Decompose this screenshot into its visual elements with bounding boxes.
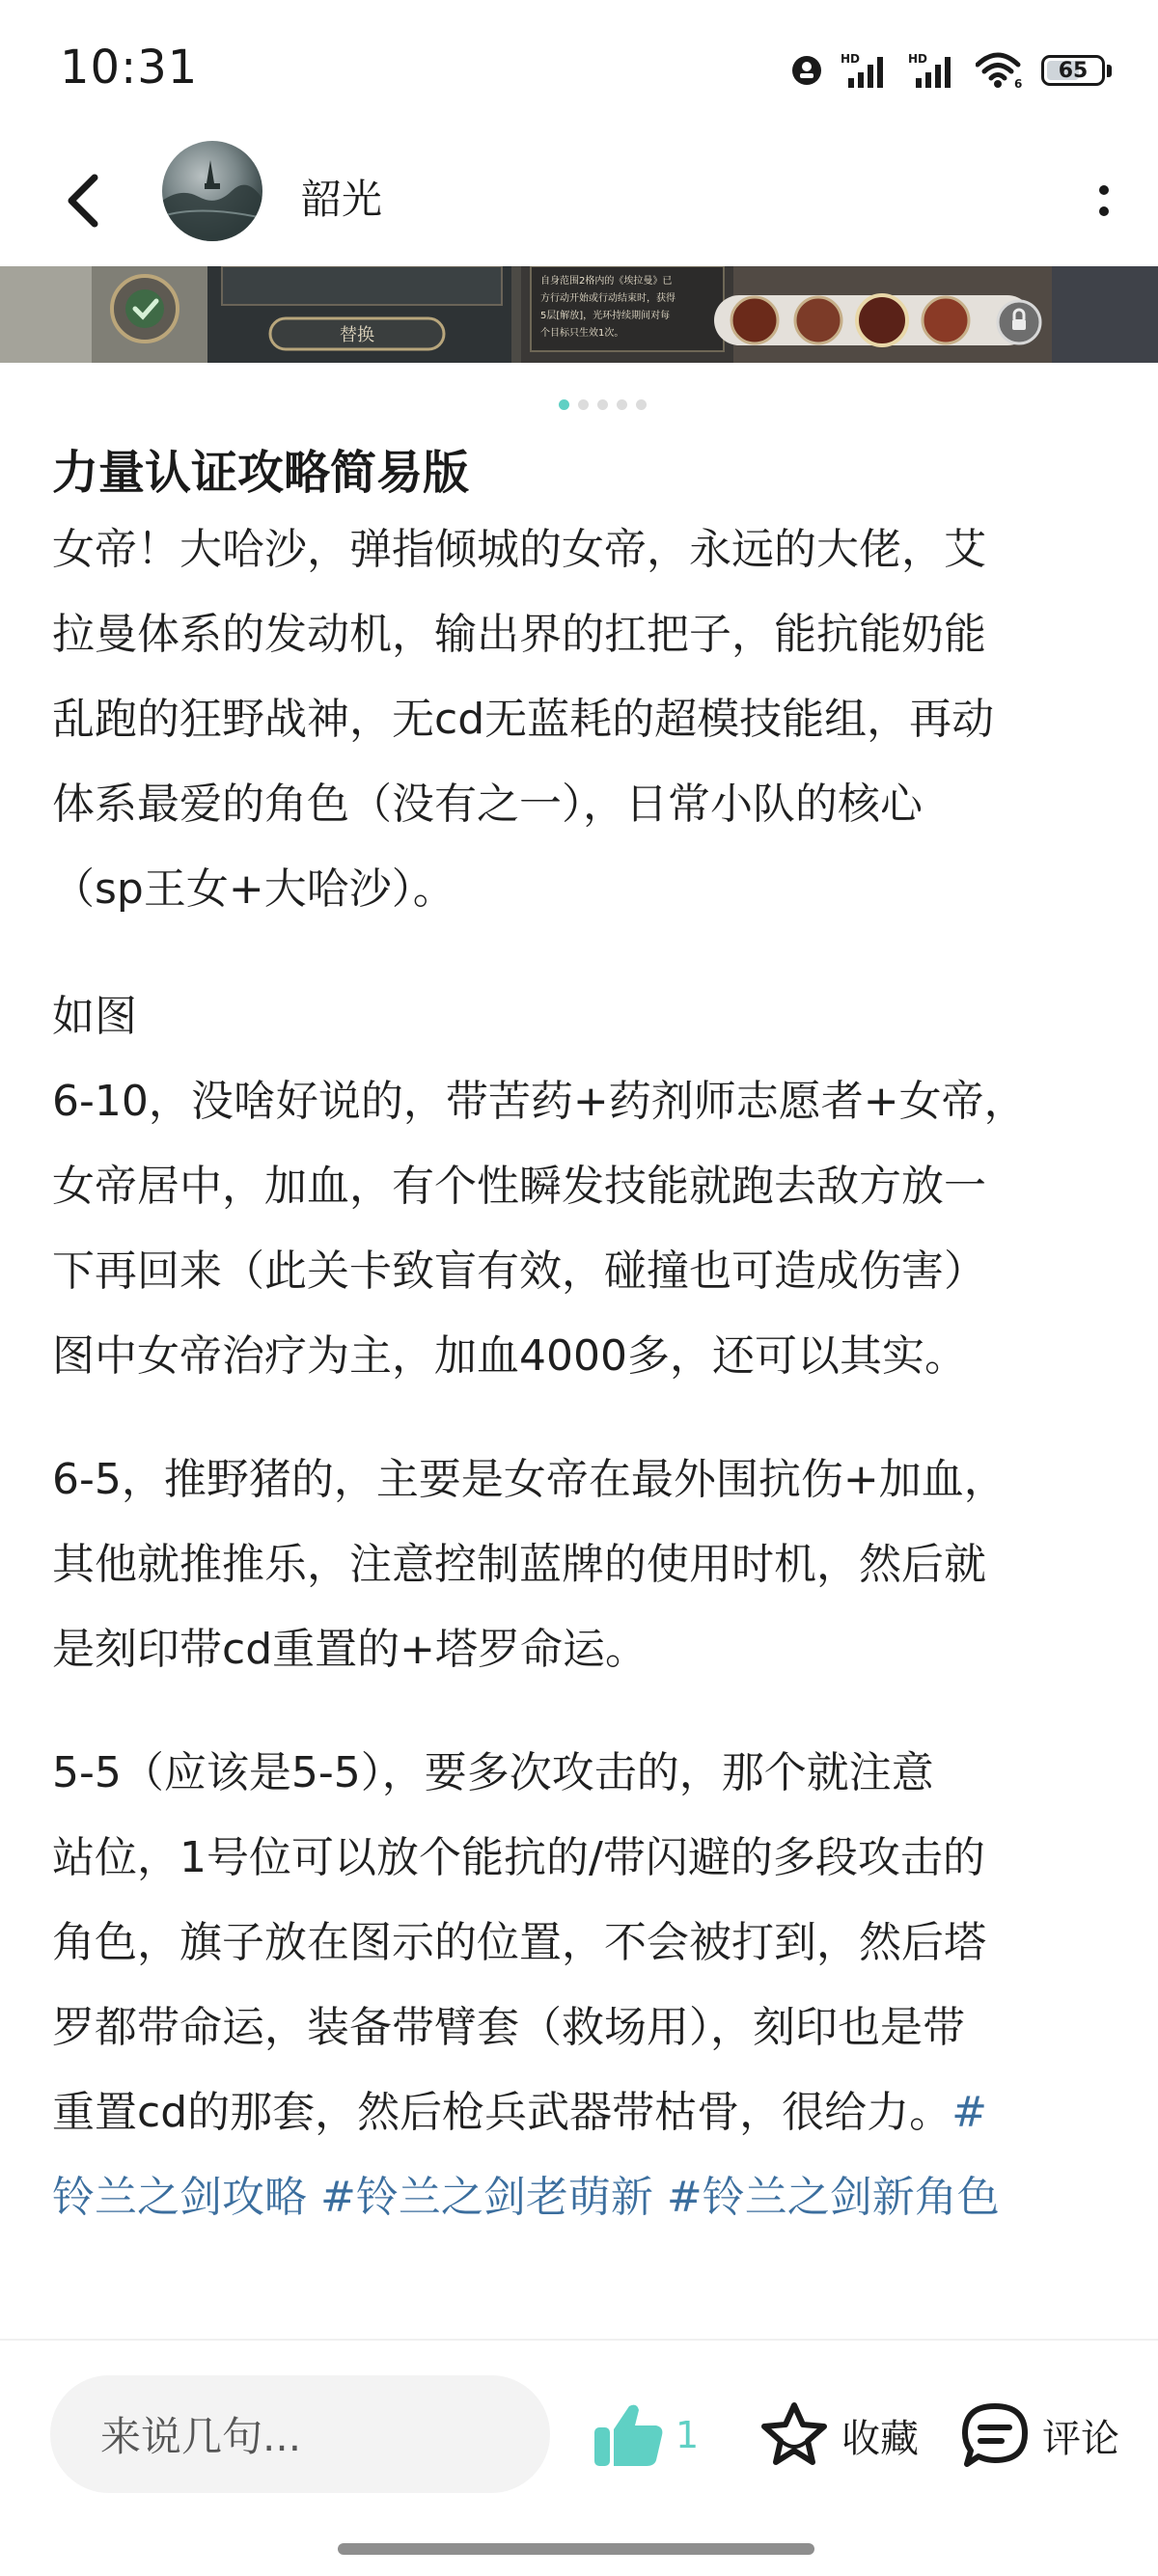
post-image-carousel[interactable] (0, 266, 1158, 363)
comment-button[interactable] (959, 2398, 1119, 2472)
favorite-button[interactable] (758, 2398, 919, 2472)
status-bar (0, 0, 1158, 135)
signal-hd-label: HD (908, 52, 928, 66)
favorite-label: 收藏 (841, 2416, 919, 2461)
post-header (0, 135, 1158, 266)
hashtag-link[interactable]: # 铃兰之剑攻略 (52, 2088, 987, 2222)
banner-skill-text-2: 方行动开始或行动结束时，获得 (540, 293, 676, 304)
carousel-dot[interactable] (636, 399, 647, 410)
comment-input[interactable]: 来说几句... (50, 2375, 550, 2493)
more-vertical-icon (1096, 177, 1112, 225)
chevron-left-icon (62, 172, 104, 230)
post-paragraph: 6-10，没啥好说的，带苦药+药剂师志愿者+女帝， 女帝居中，加血，有个性瞬发技能就跑去敌方放一 下再回来（此关卡致盲有效，碰撞也可造成伤害） 图中女帝治疗为主，加血4000多，还可以其实。 (52, 1077, 1027, 1381)
star-icon (758, 2400, 830, 2470)
avatar-image (162, 141, 262, 241)
post-paragraph: 6-5，推野猪的，主要是女帝在最外围抗伤+加血， 其他就推推乐，注意控制蓝牌的使用时机，然后就 是刻印带cd重置的+塔罗命运。 (52, 1455, 1006, 1674)
carousel-dot[interactable] (597, 399, 608, 410)
banner-skill-text-4: 个目标只生效1次。 (540, 328, 624, 339)
home-indicator[interactable] (338, 2543, 814, 2555)
signal-icon (841, 51, 891, 90)
wifi-icon (976, 51, 1024, 90)
bottom-divider (0, 2339, 1158, 2341)
carousel-dot[interactable] (578, 399, 589, 410)
banner-button-text: 替换 (340, 325, 374, 345)
more-button[interactable] (1085, 164, 1123, 237)
post-paragraph-intro: 如图 (52, 992, 137, 1041)
comment-label: 评论 (1042, 2416, 1119, 2461)
back-button[interactable] (54, 164, 112, 237)
post-paragraph-text: 5-5（应该是5-5），要多次攻击的，那个就注意 站位，1号位可以放个能抗的/带闪避的多段攻击的 角色，旗子放在图示的位置，不会被打到，然后塔 罗都带命运，装备带臂套（救场用），刻印也是带 重置cd的那套，然后枪兵武器带枯骨，很给力。 (52, 1748, 986, 2137)
carousel-dot[interactable] (617, 399, 627, 410)
carousel-indicator (0, 399, 1158, 417)
author-name[interactable]: 韶光 (301, 176, 383, 223)
post-title: 力量认证攻略简易版 (52, 446, 470, 500)
status-icons (790, 48, 1112, 93)
status-time: 10:31 (60, 41, 199, 95)
comment-icon (959, 2400, 1031, 2470)
like-button[interactable] (593, 2398, 699, 2472)
battery-icon (1041, 55, 1105, 86)
wifi-label: 6 (1014, 77, 1023, 90)
hashtag-link[interactable]: #铃兰之剑新角色 (666, 2173, 1000, 2222)
author-avatar[interactable] (162, 141, 262, 241)
carousel-dot-active[interactable] (559, 399, 569, 410)
battery-cap (1107, 65, 1112, 77)
banner-skill-text-1: 自身范围2格内的《埃拉曼》已 (540, 276, 673, 287)
signal-hd-label: HD (841, 52, 861, 66)
like-count: 1 (676, 2414, 700, 2456)
signal-icon (908, 51, 958, 90)
hashtag-link[interactable]: #铃兰之剑老萌新 (320, 2173, 653, 2222)
banner-skill-text-3: 5层[解放]，光环持续期间对每 (540, 311, 671, 321)
battery-level: 65 (1058, 58, 1089, 83)
post-paragraph (52, 1731, 1114, 2240)
post-article (52, 438, 1114, 2240)
post-image (0, 266, 1158, 363)
thumbs-up-icon (593, 2400, 666, 2470)
post-paragraph: 女帝！大哈沙，弹指倾城的女帝，永远的大佬，艾 拉曼体系的发动机，输出界的扛把子，能抗能奶能 乱跑的狂野战神，无cd无蓝耗的超模技能组，再动 体系最爱的角色（没有之一），日常小队的核心 （sp王女+大哈沙）。 (52, 525, 995, 914)
notification-icon (790, 54, 823, 87)
